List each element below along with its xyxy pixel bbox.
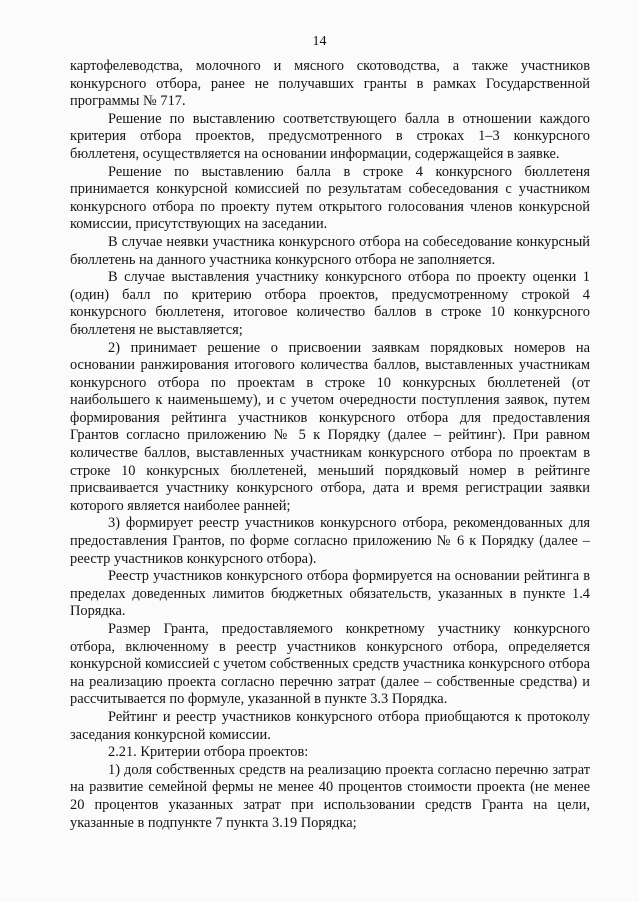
paragraph-protocol: Рейтинг и реестр участников конкурсного отбора приобщаются к протоколу заседания конкурсной комиссии.	[70, 708, 590, 743]
paragraph-continuation: картофелеводства, молочного и мясного скотоводства, а также участников конкурсного отбора, ранее не получавших гранты в рамках Государственной программы № 717.	[70, 58, 590, 110]
paragraph-item-3-registry: 3) формирует реестр участников конкурсного отбора, рекомендованных для предоставления Грантов, по форме согласно приложению № 6 к Порядку (далее – реестр участников конкурсного отбора).	[70, 515, 590, 567]
paragraph-no-show: В случае неявки участника конкурсного отбора на собеседование конкурсный бюллетень на данного участника конкурсного отбора не заполняется.	[70, 233, 590, 268]
paragraph-criteria-1-3: Решение по выставлению соответствующего балла в отношении каждого критерия отбора проектов, предусмотренного в строках 1–3 конкурсного бюллетеня, осуществляется на основании информации, содержащейся в заявке.	[70, 110, 590, 162]
document-body	[70, 58, 590, 832]
paragraph-grant-size: Размер Гранта, предоставляемого конкретному участнику конкурсного отбора, включенному в реестр участников конкурсного отбора, определяется конкурсной комиссией с учетом собственных средств участника конкурсного отбора на реализацию проекта согласно перечню затрат (далее – собственные средства) и рассчитывается по формуле, указанной в пункте 3.3 Порядка.	[70, 621, 590, 708]
paragraph-criterion-4: Решение по выставлению балла в строке 4 конкурсного бюллетеня принимается конкурсной комиссией по результатам собеседования с участником конкурсного отбора по проекту путем открытого голосования членов конкурсной комиссии, присутствующих на заседании.	[70, 163, 590, 233]
page-number: 14	[312, 34, 327, 49]
paragraph-criterion-own-funds: 1) доля собственных средств на реализацию проекта согласно перечню затрат на развитие семейной фермы не менее 40 процентов стоимости проекта (не менее 20 процентов указанных затрат при использовании средств Гранта на цели, указанные в подпункте 7 пункта 3.19 Порядка;	[70, 761, 590, 831]
paragraph-registry-limits: Реестр участников конкурсного отбора формируется на основании рейтинга в пределах доведенных лимитов бюджетных обязательств, указанных в пункте 1.4 Порядка.	[70, 568, 590, 620]
paragraph-item-2-ranking: 2) принимает решение о присвоении заявкам порядковых номеров на основании ранжирования итогового количества баллов, выставленных участникам конкурсного отбора по проектам в строке 10 конкурсных бюллетеней (от наибольшего к наименьшему), и с учетом очередности поступления заявок, путем формирования рейтинга участников конкурсного отбора для предоставления Грантов согласно приложению № 5 к Порядку (далее – рейтинг). При равном количестве баллов, выставленных участникам конкурсного отбора по проектам в строке 10 конкурсных бюллетеней, меньший порядковый номер в рейтинге присваивается участнику конкурсного отбора, дата и время регистрации заявки которого является наиболее ранней;	[70, 339, 590, 514]
paragraph-one-point: В случае выставления участнику конкурсного отбора по проекту оценки 1 (один) балл по критерию отбора проектов, предусмотренному строкой 4 конкурсного бюллетеня, итоговое количество баллов в строке 10 конкурсного бюллетеня не выставляется;	[70, 269, 590, 338]
section-heading-2-21: 2.21. Критерии отбора проектов:	[108, 744, 309, 761]
